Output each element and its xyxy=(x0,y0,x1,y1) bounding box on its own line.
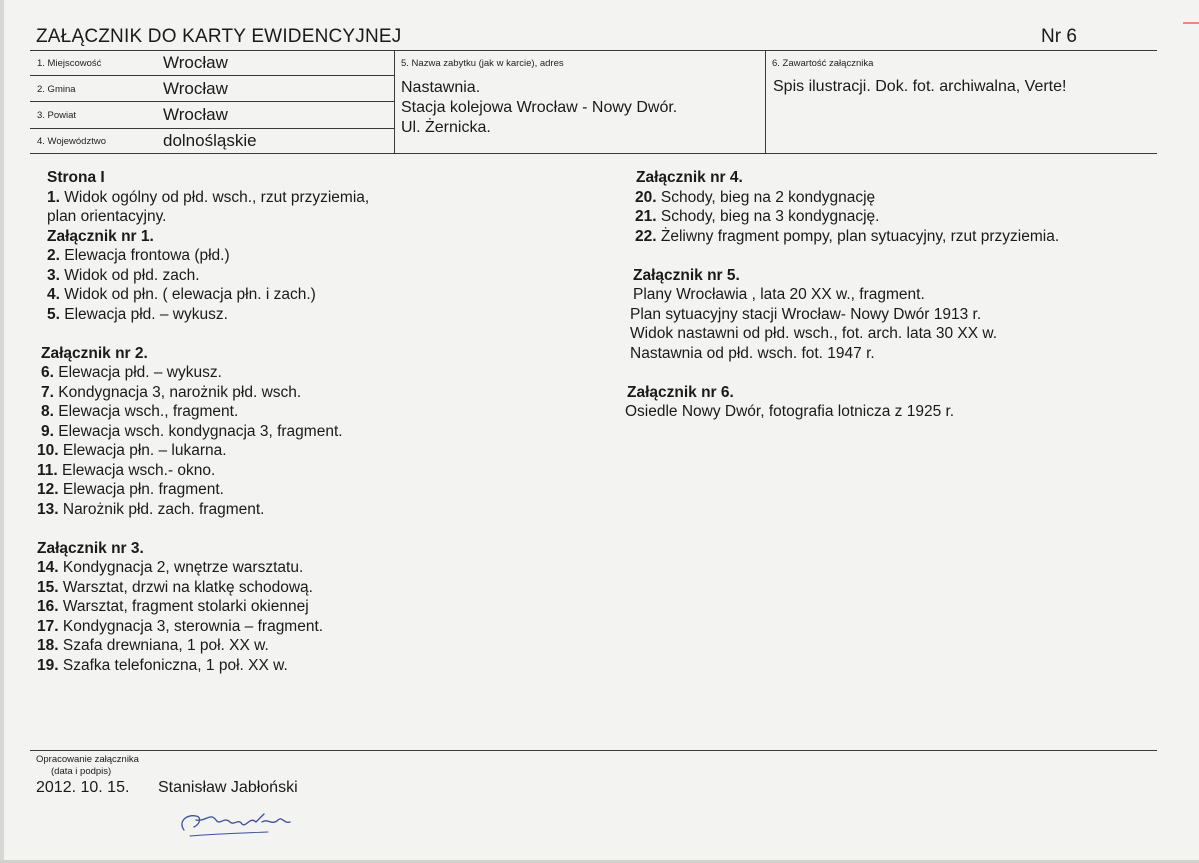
preparer-name: Stanisław Jabłoński xyxy=(158,779,298,796)
list-item: 14. Kondygnacja 2, wnętrze warsztatu. xyxy=(37,559,304,576)
list-item: 21. Schody, bieg na 3 kondygnację. xyxy=(635,208,880,225)
header-divider-2 xyxy=(765,50,766,153)
field-label-wojewodztwo: 4. Województwo xyxy=(37,136,106,147)
preparation-date: 2012. 10. 15. xyxy=(36,779,130,796)
footer-label-line2: (data i podpis) xyxy=(51,766,112,777)
header-bottom-rule xyxy=(30,153,1157,154)
field-value-miejscowosc: Wrocław xyxy=(163,53,228,72)
list-item: 5. Elewacja płd. – wykusz. xyxy=(47,305,228,323)
field-value-gmina: Wrocław xyxy=(163,79,228,98)
field-label-gmina: 2. Gmina xyxy=(37,84,76,95)
section-heading: Załącznik nr 5. xyxy=(633,266,740,284)
right-illustration-list xyxy=(623,168,1059,422)
list-item: 13. Narożnik płd. zach. fragment. xyxy=(37,500,265,518)
header-divider-1 xyxy=(394,50,395,153)
list-item: 11. Elewacja wsch.- okno. xyxy=(37,461,216,479)
row-rule-3 xyxy=(30,128,394,129)
row-rule-1 xyxy=(30,75,394,76)
corner-mark xyxy=(1183,22,1199,24)
list-item: 8. Elewacja wsch., fragment. xyxy=(41,403,239,420)
list-item: Plany Wrocławia , lata 20 XX w., fragment. xyxy=(633,286,925,303)
field-value-nazwa-line1: Nastawnia. xyxy=(401,79,481,96)
list-item: 1. Widok ogólny od płd. wsch., rzut przyziemia, xyxy=(47,188,370,206)
list-item: Widok nastawni od płd. wsch., fot. arch. lata 30 XX w. xyxy=(630,325,998,342)
field-value-powiat: Wrocław xyxy=(163,105,228,124)
list-item: 6. Elewacja płd. – wykusz. xyxy=(41,364,222,381)
handwritten-signature xyxy=(172,800,312,842)
header-top-rule xyxy=(30,50,1157,51)
list-item: 22. Żeliwny fragment pompy, plan sytuacyjny, rzut przyziemia. xyxy=(635,227,1060,245)
scan-edge-left xyxy=(0,0,4,863)
section-heading: Załącznik nr 4. xyxy=(636,169,743,186)
list-item: 9. Elewacja wsch. kondygnacja 3, fragment. xyxy=(41,422,343,440)
field-label-nazwa: 5. Nazwa zabytku (jak w karcie), adres xyxy=(401,58,564,69)
list-item: Plan sytuacyjny stacji Wrocław- Nowy Dwór 1913 r. xyxy=(630,305,982,323)
section-heading: Załącznik nr 1. xyxy=(47,227,154,245)
document-title: ZAŁĄCZNIK DO KARTY EWIDENCYJNEJ xyxy=(36,26,402,47)
document-number: Nr 6 xyxy=(1041,26,1077,47)
list-item: 2. Elewacja frontowa (płd.) xyxy=(47,247,230,264)
list-item: 19. Szafka telefoniczna, 1 poł. XX w. xyxy=(37,656,288,674)
section-heading: Załącznik nr 3. xyxy=(37,539,144,557)
field-label-zawartosc: 6. Zawartość załącznika xyxy=(772,58,874,69)
left-illustration-list xyxy=(37,168,369,675)
section-heading: Załącznik nr 6. xyxy=(627,383,734,401)
list-item: 3. Widok od płd. zach. xyxy=(47,266,200,284)
list-item: 17. Kondygnacja 3, sterownia – fragment. xyxy=(37,617,324,635)
list-item: 10. Elewacja płn. – lukarna. xyxy=(37,442,227,459)
footer-label-line1: Opracowanie załącznika xyxy=(36,754,139,765)
list-item: 16. Warsztat, fragment stolarki okiennej xyxy=(37,598,309,615)
footer-rule xyxy=(30,750,1157,751)
field-label-powiat: 3. Powiat xyxy=(37,110,77,121)
list-item: 7. Kondygnacja 3, narożnik płd. wsch. xyxy=(41,383,302,401)
section-heading: Strona I xyxy=(47,169,105,186)
field-value-nazwa-line3: Ul. Żernicka. xyxy=(401,119,491,136)
list-item: 12. Elewacja płn. fragment. xyxy=(37,481,224,498)
list-item: 18. Szafa drewniana, 1 poł. XX w. xyxy=(37,637,269,654)
list-item: 4. Widok od płn. ( elewacja płn. i zach.) xyxy=(47,286,316,303)
field-value-zawartosc: Spis ilustracji. Dok. fot. archiwalna, Verte! xyxy=(773,78,1067,95)
list-item: 20. Schody, bieg na 2 kondygnację xyxy=(635,188,876,206)
list-item: Osiedle Nowy Dwór, fotografia lotnicza z 1925 r. xyxy=(625,403,955,420)
field-value-nazwa-line2: Stacja kolejowa Wrocław - Nowy Dwór. xyxy=(401,99,678,116)
section-heading: Załącznik nr 2. xyxy=(41,344,148,362)
field-value-wojewodztwo: dolnośląskie xyxy=(163,131,257,150)
row-rule-2 xyxy=(30,101,394,102)
list-item: Nastawnia od płd. wsch. fot. 1947 r. xyxy=(630,344,875,362)
list-item: 15. Warsztat, drzwi na klatkę schodową. xyxy=(37,578,313,596)
list-item: plan orientacyjny. xyxy=(47,208,167,225)
field-label-miejscowosc: 1. Miejscowość xyxy=(37,58,102,69)
